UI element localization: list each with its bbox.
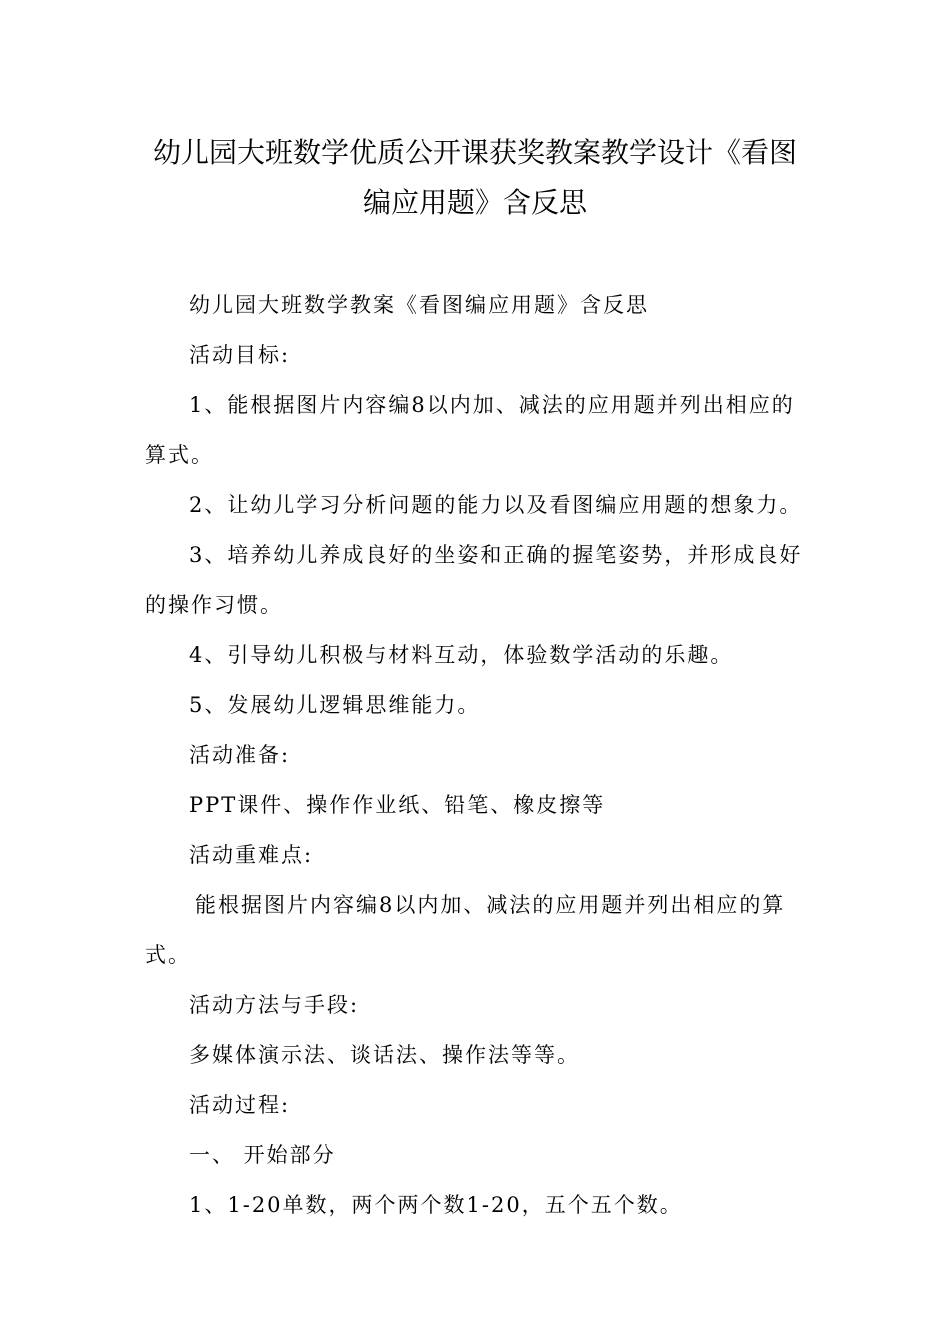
paragraph-objective-1: 1、能根据图片内容编8以内加、减法的应用题并列出相应的算式。 [145,393,795,467]
paragraph-key-points: 能根据图片内容编8以内加、减法的应用题并列出相应的算式。 [145,893,786,967]
paragraph-objectives-heading: 活动目标: [189,343,291,367]
paragraph-counting: 1、1-20单数，两个两个数1-20，五个五个数。 [189,1193,683,1217]
paragraph-start-section: 一、 开始部分 [189,1143,336,1167]
paragraph-key-points-heading: 活动重难点: [189,843,314,867]
paragraph-methods: 多媒体演示法、谈话法、操作法等等。 [189,1043,580,1067]
paragraph-preparation: PPT课件、操作作业纸、铅笔、橡皮擦等 [189,793,606,817]
document-title: 幼儿园大班数学优质公开课获奖教案教学设计《看图编应用题》含反思 [152,136,797,219]
paragraph-subtitle: 幼儿园大班数学教案《看图编应用题》含反思 [189,293,649,317]
paragraph-objective-3: 3、培养幼儿养成良好的坐姿和正确的握笔姿势，并形成良好的操作习惯。 [145,543,803,617]
paragraph-process-heading: 活动过程: [189,1093,291,1117]
paragraph-objective-4: 4、引导幼儿积极与材料互动，体验数学活动的乐趣。 [189,643,734,667]
document-body [145,280,807,1230]
paragraph-methods-heading: 活动方法与手段: [189,993,360,1017]
paragraph-preparation-heading: 活动准备: [189,743,291,767]
paragraph-objective-2: 2、让幼儿学习分析问题的能力以及看图编应用题的想象力。 [189,493,803,517]
paragraph-objective-5: 5、发展幼儿逻辑思维能力。 [189,693,481,717]
